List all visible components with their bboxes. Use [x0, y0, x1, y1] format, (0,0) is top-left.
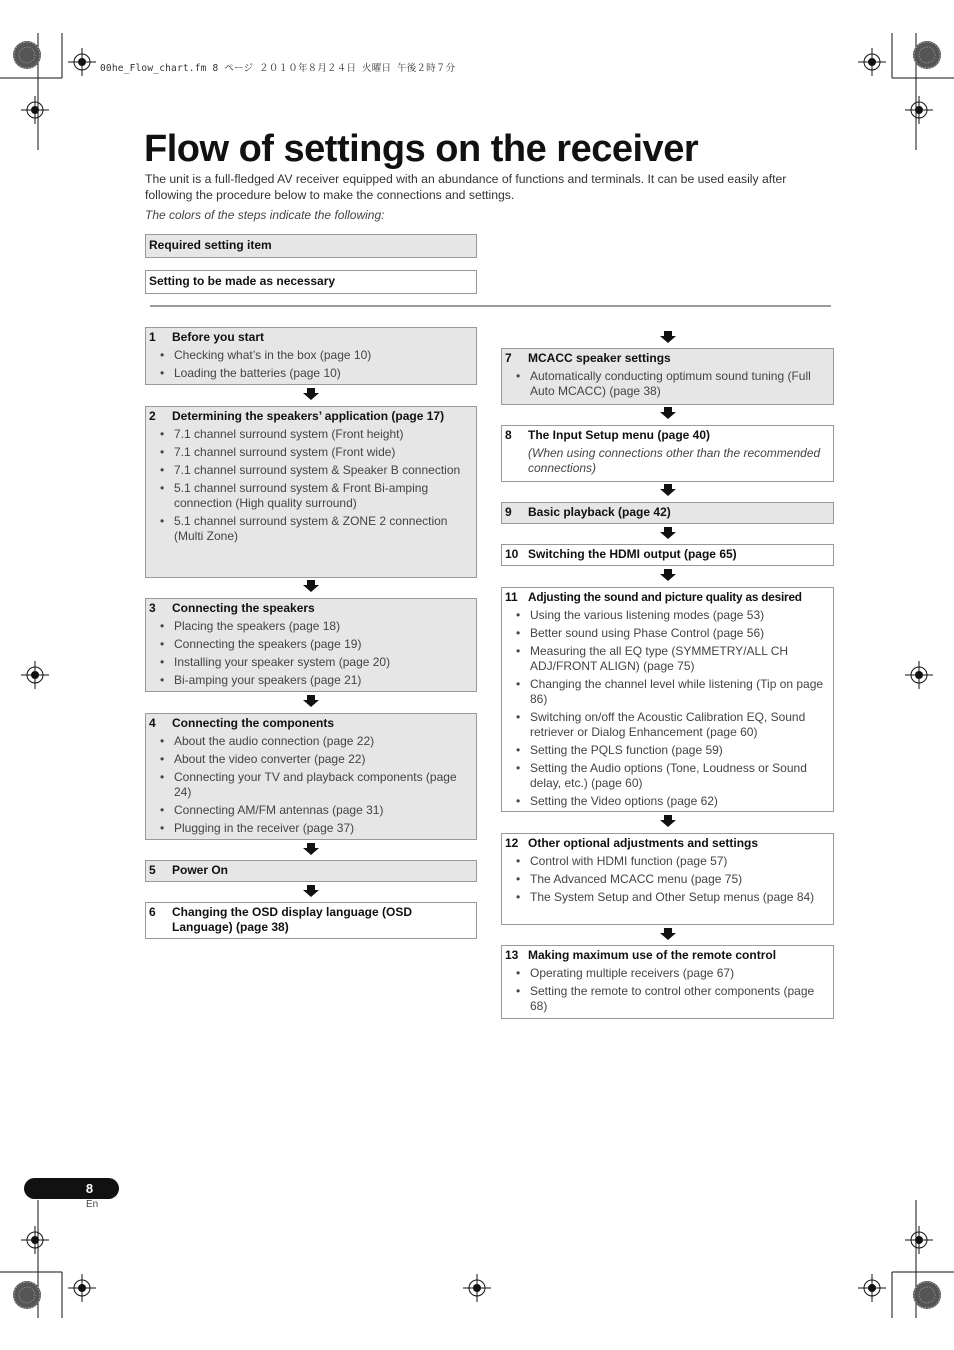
list-item: • About the video converter (page 22): [149, 752, 472, 767]
step-title: The Input Setup menu (page 40): [528, 428, 711, 442]
bullet: •: [160, 463, 165, 477]
step-1: [145, 327, 477, 385]
list-item: • 7.1 channel surround system (Front height): [149, 427, 472, 442]
list-item: • 7.1 channel surround system & Speaker B connection: [149, 463, 472, 478]
bullet: •: [160, 445, 165, 459]
bullet: •: [516, 710, 521, 724]
arrow-down-icon: [303, 388, 319, 400]
legend-note: The colors of the steps indicate the following:: [145, 208, 385, 222]
bullet: •: [516, 369, 521, 383]
list-item: • Measuring the all EQ type (SYMMETRY/ALL CH ADJ/FRONT ALIGN) (page 75): [505, 644, 829, 674]
step-title: Adjusting the sound and picture quality as desired: [528, 590, 802, 604]
list-item: • 5.1 channel surround system & ZONE 2 connection (Multi Zone): [149, 514, 472, 544]
list-item: • Changing the channel level while listening (Tip on page 86): [505, 677, 829, 707]
list-item: • 5.1 channel surround system & Front Bi-amping connection (High quality surround): [149, 481, 472, 511]
arrow-down-icon: [660, 407, 676, 419]
bullet: •: [160, 637, 165, 651]
step-7: [501, 348, 834, 405]
step-number: 12: [505, 836, 519, 850]
list-item: • Bi-amping your speakers (page 21): [149, 673, 472, 688]
step-3: [145, 598, 477, 692]
arrow-down-icon: [660, 569, 676, 581]
list-item: • Setting the remote to control other components (page 68): [505, 984, 829, 1014]
legend-required: Required setting item: [145, 234, 477, 258]
print-header-line: 00he_Flow_chart.fm 8 ページ ２０１０年８月２４日 火曜日 午後２時７分: [100, 63, 456, 74]
page-number: 8: [24, 1178, 119, 1199]
list-item: • Installing your speaker system (page 20): [149, 655, 472, 670]
list-item: • Loading the batteries (page 10): [149, 366, 472, 381]
list-item: • Setting the Audio options (Tone, Loudness or Sound delay, etc.) (page 60): [505, 761, 829, 791]
list-item: • Connecting your TV and playback components (page 24): [149, 770, 472, 800]
step-4: [145, 713, 477, 840]
step-number: 11: [505, 590, 518, 604]
step-number: 7: [505, 351, 512, 365]
bullet: •: [160, 366, 165, 380]
bullet: •: [516, 794, 521, 808]
bullet: •: [160, 752, 165, 766]
step-6: [145, 902, 477, 939]
arrow-down-icon: [660, 928, 676, 940]
step-8: [501, 425, 834, 482]
list-item: • Connecting the speakers (page 19): [149, 637, 472, 652]
bullet: •: [160, 673, 165, 687]
step-number: 4: [149, 716, 156, 730]
step-title: MCACC speaker settings: [528, 351, 671, 365]
bullet: •: [160, 427, 165, 441]
step-number: 6: [149, 905, 156, 919]
list-item: • About the audio connection (page 22): [149, 734, 472, 749]
list-item: • Setting the PQLS function (page 59): [505, 743, 829, 758]
step-10: [501, 544, 834, 566]
divider: [150, 305, 831, 307]
arrow-down-icon: [303, 695, 319, 707]
step-number: 1: [149, 330, 156, 344]
step-title: Determining the speakers’ application (page 17): [172, 409, 445, 423]
arrow-down-icon: [303, 885, 319, 897]
bullet: •: [516, 644, 521, 658]
bullet: •: [160, 514, 165, 528]
bullet: •: [516, 761, 521, 775]
step-number: 5: [149, 863, 156, 877]
list-item: • Setting the Video options (page 62): [505, 794, 829, 809]
intro-text: The unit is a full-fledged AV receiver equipped with an abundance of functions and terminals. It can be used easily after following the procedure below to make the connections and settings.: [145, 172, 787, 202]
arrow-down-icon: [660, 815, 676, 827]
step-note: (When using connections other than the recommended connections): [528, 446, 821, 475]
step-title: Other optional adjustments and settings: [528, 836, 759, 850]
bullet: •: [160, 619, 165, 633]
step-13: [501, 945, 834, 1019]
step-title: Making maximum use of the remote control: [528, 948, 777, 962]
arrow-down-icon: [303, 580, 319, 592]
step-5: [145, 860, 477, 882]
list-item: • Operating multiple receivers (page 67): [505, 966, 829, 981]
list-item: • Placing the speakers (page 18): [149, 619, 472, 634]
step-title: Before you start: [172, 330, 265, 344]
step-title: Connecting the speakers: [172, 601, 315, 615]
step-2: [145, 406, 477, 578]
bullet: •: [516, 872, 521, 886]
bullet: •: [516, 677, 521, 691]
step-12: [501, 833, 834, 925]
list-item: • Control with HDMI function (page 57): [505, 854, 829, 869]
step-number: 8: [505, 428, 512, 442]
bullet: •: [516, 608, 521, 622]
step-title: Basic playback (page 42): [528, 505, 671, 519]
step-11: [501, 587, 834, 812]
list-item: • Using the various listening modes (page 53): [505, 608, 829, 623]
arrow-down-icon: [660, 331, 676, 343]
legend-optional: Setting to be made as necessary: [145, 270, 477, 294]
arrow-down-icon: [660, 527, 676, 539]
list-item: • Automatically conducting optimum sound tuning (Full Auto MCACC) (page 38): [505, 369, 829, 399]
bullet: •: [516, 854, 521, 868]
bullet: •: [516, 743, 521, 757]
bullet: •: [160, 734, 165, 748]
list-item: • Better sound using Phase Control (page 56): [505, 626, 829, 641]
bullet: •: [160, 348, 165, 362]
arrow-down-icon: [303, 843, 319, 855]
list-item: • Checking what’s in the box (page 10): [149, 348, 472, 363]
bullet: •: [516, 890, 521, 904]
page-language: En: [86, 1199, 99, 1210]
bullet: •: [516, 966, 521, 980]
bullet: •: [516, 626, 521, 640]
step-title: Connecting the components: [172, 716, 334, 730]
step-title: Changing the OSD display language (OSD Language) (page 38): [172, 905, 413, 934]
list-item: • Plugging in the receiver (page 37): [149, 821, 472, 836]
arrow-down-icon: [660, 484, 676, 496]
step-number: 10: [505, 547, 519, 561]
step-title: Switching the HDMI output (page 65): [528, 547, 737, 561]
step-number: 9: [505, 505, 512, 519]
step-number: 13: [505, 948, 519, 962]
bullet: •: [160, 770, 165, 784]
list-item: • Switching on/off the Acoustic Calibration EQ, Sound retriever or Dialog Enhancement (page 60): [505, 710, 829, 740]
bullet: •: [160, 803, 165, 817]
list-item: • 7.1 channel surround system (Front wide): [149, 445, 472, 460]
list-item: • The System Setup and Other Setup menus (page 84): [505, 890, 829, 905]
bullet: •: [160, 821, 165, 835]
list-item: • Connecting AM/FM antennas (page 31): [149, 803, 472, 818]
list-item: • The Advanced MCACC menu (page 75): [505, 872, 829, 887]
step-number: 2: [149, 409, 156, 423]
step-number: 3: [149, 601, 156, 615]
bullet: •: [160, 655, 165, 669]
page-title: Flow of settings on the receiver: [144, 128, 699, 170]
step-9: [501, 502, 834, 524]
bullet: •: [160, 481, 165, 495]
bullet: •: [516, 984, 521, 998]
step-title: Power On: [172, 863, 229, 877]
